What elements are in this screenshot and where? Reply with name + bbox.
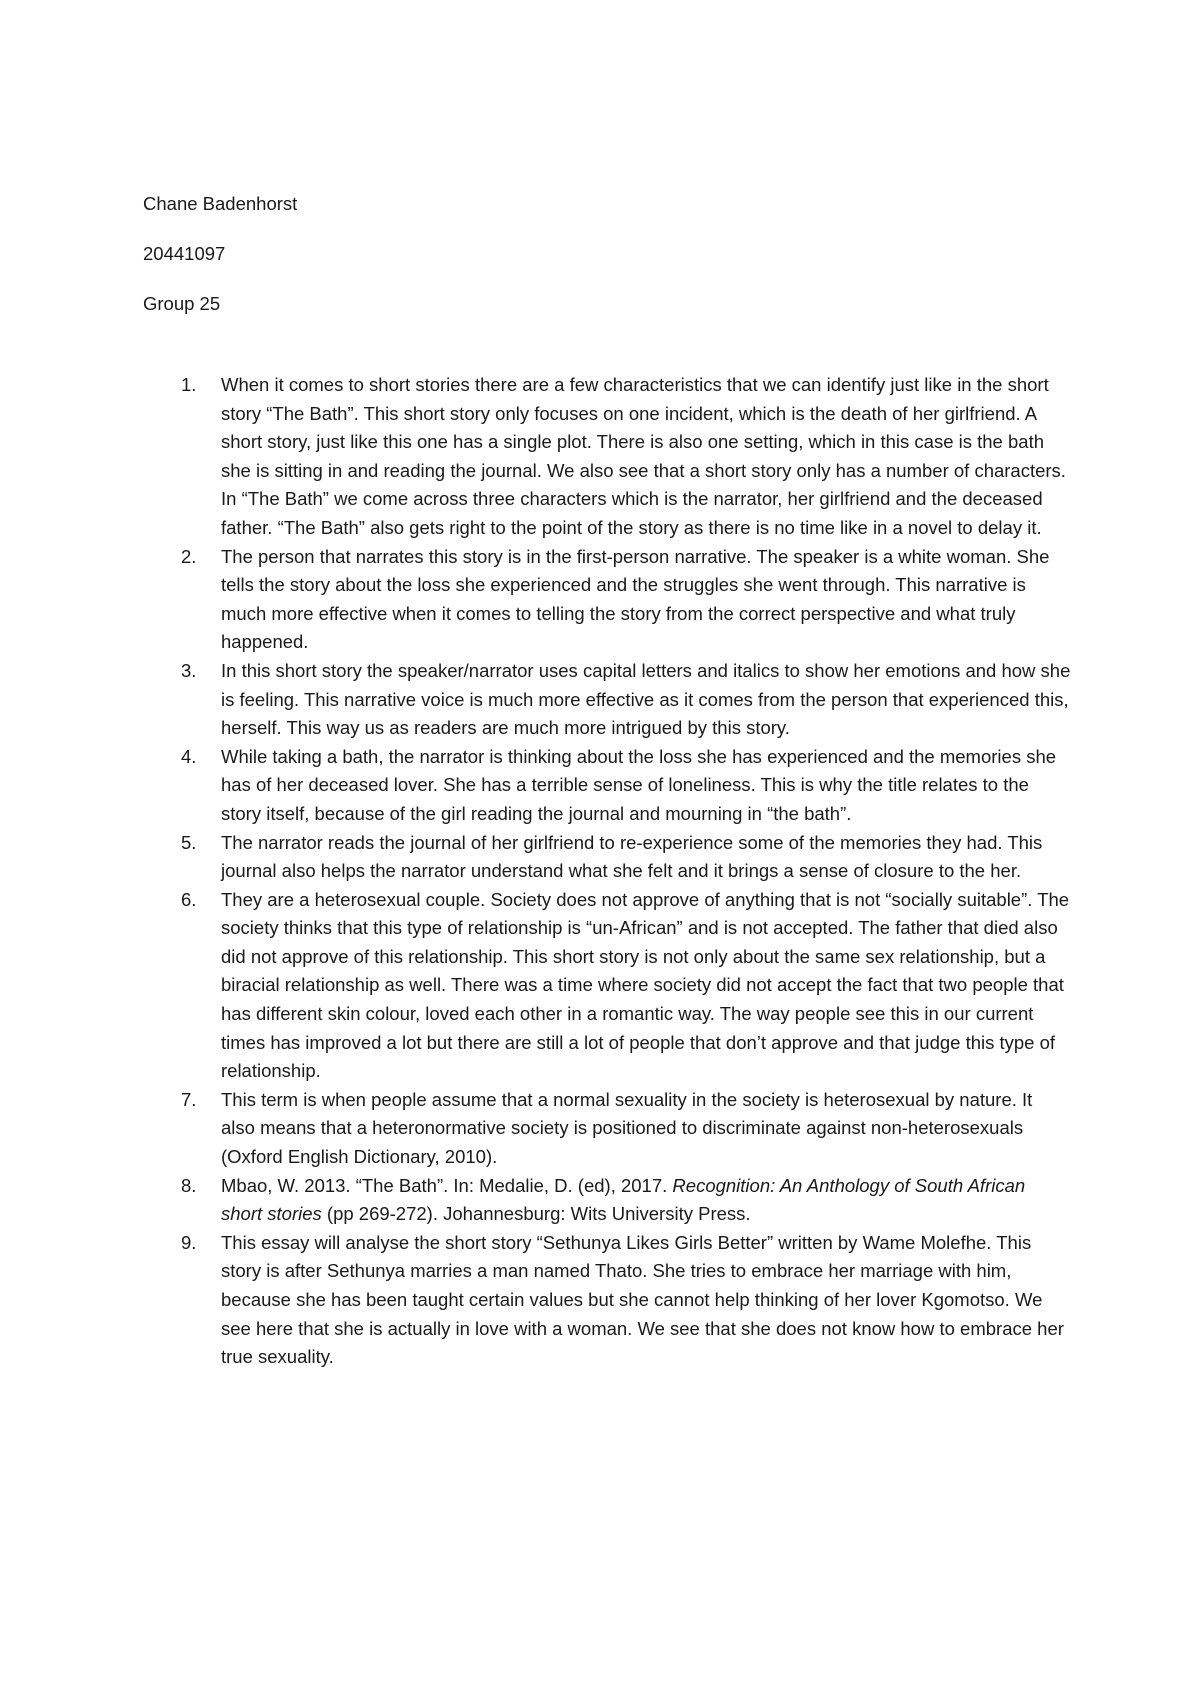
- answer-item-7: [0, 1086, 1071, 1172]
- answer-text: When it comes to short stories there are a few characteristics that we can identify just like in the short story “The Bath”. This short story only focuses on one incident, which is the death of her girlfriend. A short story, just like this one has a single plot. There is also one setting, which in this case is the bath she is sitting in and reading the journal. We also see that a short story only has a number of characters. In “The Bath” we come across three characters which is the narrator, her girlfriend and the deceased father. “The Bath” also gets right to the point of the story as there is no time like in a novel to delay it.: [221, 374, 1066, 538]
- answer-item-3: [0, 657, 1071, 743]
- answer-list: [0, 371, 1200, 1372]
- answer-item-8: [0, 1172, 1071, 1229]
- answer-text: In this short story the speaker/narrator uses capital letters and italics to show her emotions and how she is feeling. This narrative voice is much more effective as it comes from the person that experienced this, herself. This way us as readers are much more intrigued by this story.: [221, 659, 1071, 739]
- answer-number: 8.: [181, 1174, 197, 1196]
- student-number: 20441097: [143, 243, 226, 264]
- reference-text-before: Mbao, W. 2013. “The Bath”. In: Medalie, D. (ed), 2017.: [221, 1174, 673, 1196]
- answer-number: 2.: [181, 545, 197, 567]
- answer-item-9: [0, 1229, 1071, 1372]
- answer-number: 6.: [181, 888, 197, 910]
- answer-item-4: [0, 743, 1071, 829]
- reference-text: [221, 1172, 1071, 1229]
- group-label: Group 25: [143, 293, 221, 314]
- answer-text: This essay will analyse the short story “Sethunya Likes Girls Better” written by Wame Molefhe. This story is after Sethunya marries a man named Thato. She tries to embrace her marriage with him, because she has been taught certain values but she cannot help thinking of her lover Kgomotso. We see here that she is actually in love with a woman. We see that she does not know how to embrace her true sexuality.: [221, 1231, 1064, 1368]
- answer-number: 7.: [181, 1088, 197, 1110]
- answer-number: 1.: [181, 374, 197, 395]
- answer-item-6: [0, 886, 1071, 1086]
- answer-item-5: [0, 829, 1071, 886]
- answer-item-1: [0, 371, 1071, 543]
- answer-number: 4.: [181, 745, 197, 767]
- answer-item-2: [0, 543, 1071, 657]
- answer-text: The narrator reads the journal of her girlfriend to re-experience some of the memories they had. This journal also helps the narrator understand what she felt and it brings a sense of closure to the her.: [221, 831, 1043, 882]
- answer-number: 3.: [181, 659, 197, 681]
- answer-text: They are a heterosexual couple. Society does not approve of anything that is not “socially suitable”. The society thinks that this type of relationship is “un-African” and is not accepted. The father that died also did not approve of this relationship. This short story is not only about the same sex relationship, but a biracial relationship as well. There was a time where society did not accept the fact that two people that has different skin colour, loved each other in a romantic way. The way people see this in our current times has improved a lot but there are still a lot of people that don’t approve and that judge this type of relationship.: [221, 888, 1070, 1082]
- answer-number: 9.: [181, 1231, 197, 1253]
- author-name: Chane Badenhorst: [143, 193, 298, 214]
- reference-book-title: Recognition: An Anthology of South African short stories: [221, 1174, 1026, 1225]
- answer-text: The person that narrates this story is in the first-person narrative. The speaker is a white woman. She tells the story about the loss she experienced and the struggles she went through. This narrative is much more effective when it comes to telling the story from the correct perspective and what truly happened.: [221, 545, 1050, 653]
- answer-number: 5.: [181, 831, 197, 853]
- answer-text: This term is when people assume that a normal sexuality in the society is heterosexual by nature. It also means that a heteronormative society is positioned to discriminate against non-heterosexuals (Oxford English Dictionary, 2010).: [221, 1088, 1033, 1168]
- answer-text: While taking a bath, the narrator is thinking about the loss she has experienced and the memories she has of her deceased lover. She has a terrible sense of loneliness. This is why the title relates to the story itself, because of the girl reading the journal and mourning in “the bath”.: [221, 745, 1057, 824]
- reference-text-after: (pp 269-272). Johannesburg: Wits University Press.: [321, 1203, 751, 1225]
